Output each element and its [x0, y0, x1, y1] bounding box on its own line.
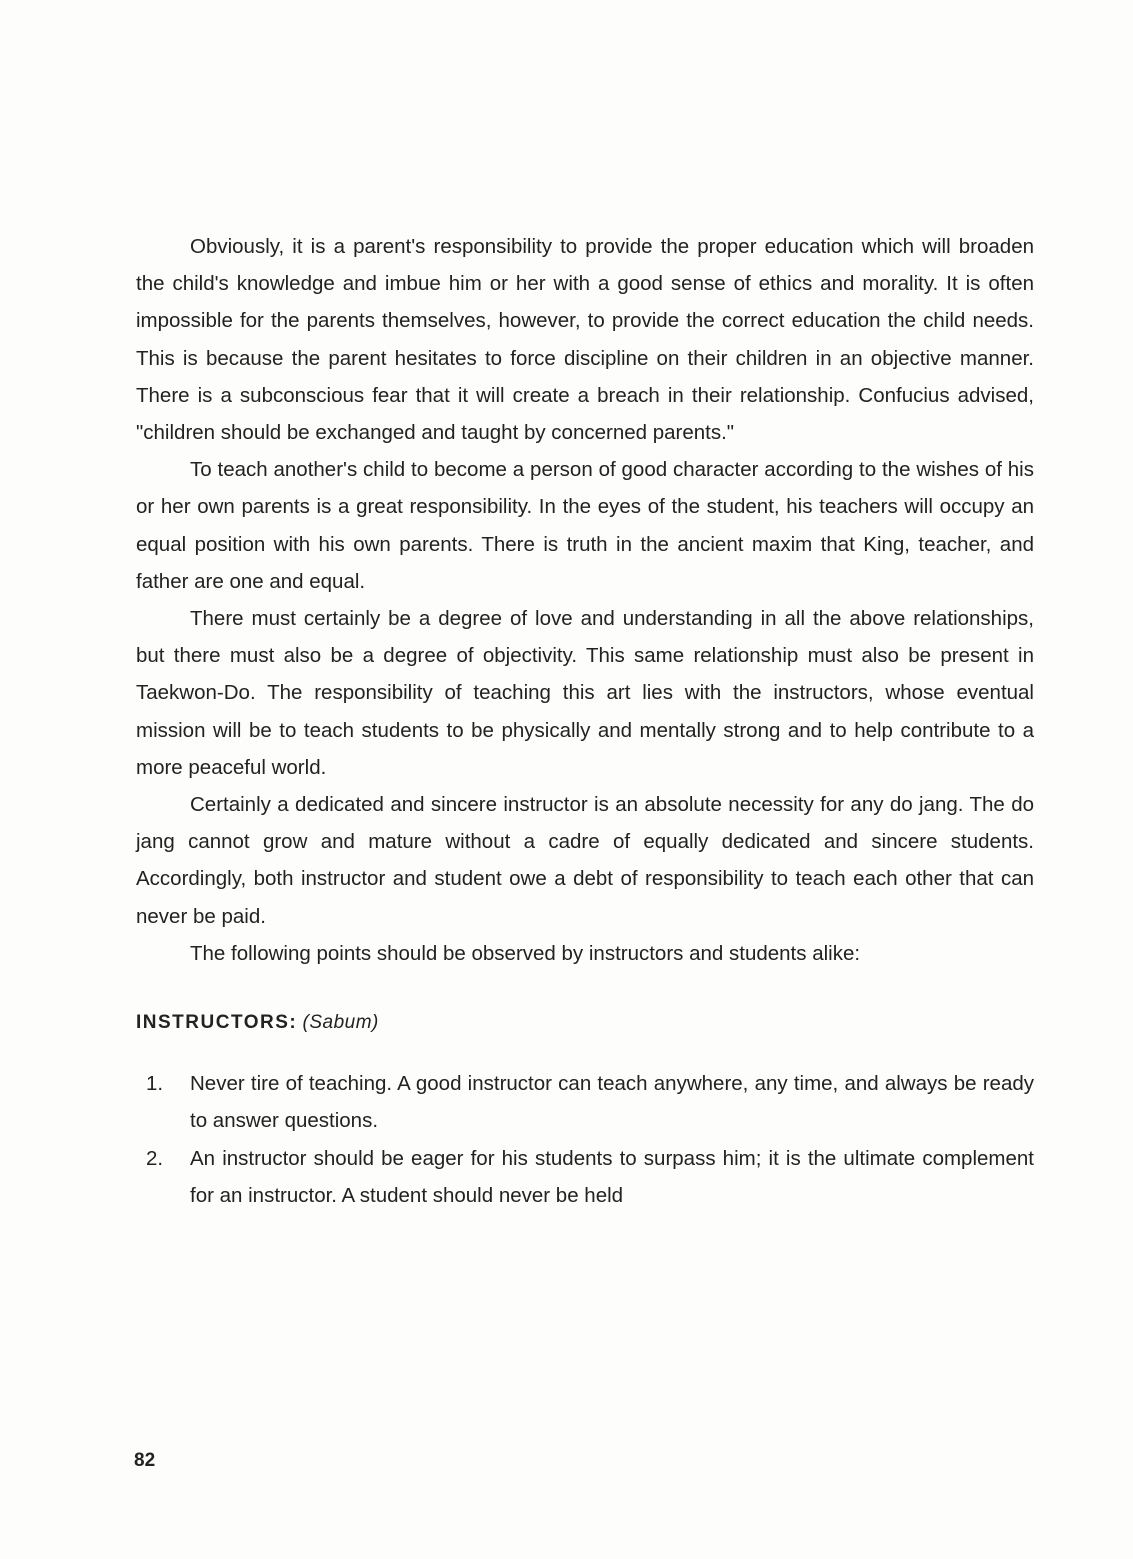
paragraph-teaching-another-child: To teach another's child to become a person of good character according to the wishes of his or her own parents is a great responsibility. In the eyes of the student, his teachers will occupy an equal position with his own parents. There is truth in the ancient maxim that King, teacher, and father are one and equal. [136, 458, 1034, 593]
paragraph-parental-responsibility: Obviously, it is a parent's responsibility to provide the proper education which will broaden the child's knowledge and imbue him or her with a good sense of ethics and morality. It is often impossible for the parents themselves, however, to provide the correct education the child needs. This is because the parent hesitates to force discipline on their children in an objective manner. There is a subconscious fear that it will create a breach in their relationship. Confucius advised, "children should be exchanged and taught by concerned parents." [136, 235, 1034, 445]
list-item-text: An instructor should be eager for his students to surpass him; it is the ultimate complement for an instructor. A student should never be held [190, 1146, 1034, 1207]
section-heading-sub: (Sabum) [302, 1012, 379, 1034]
paragraph-dedicated-instructor: Certainly a dedicated and sincere instructor is an absolute necessity for any do jang. The do jang cannot grow and mature without a cadre of equally dedicated and sincere students. Accordingly, both instructor and student owe a debt of responsibility to teach each other that can never be paid. [136, 793, 1034, 928]
page-body [136, 228, 1034, 1214]
paragraph-love-and-objectivity: There must certainly be a degree of love and understanding in all the above relationships, but there must also be a degree of objectivity. This same relationship must also be present in Taekwon-Do. The responsibility of teaching this art lies with the instructors, whose eventual mission will be to teach students to be physically and mentally strong and to help contribute to a more peaceful world. [136, 607, 1034, 779]
list-item-number: 1. [146, 1072, 164, 1096]
instructor-points-list [136, 1065, 1034, 1214]
section-heading-main: INSTRUCTORS: [136, 1012, 298, 1034]
list-item [136, 1065, 1034, 1139]
paragraph-following-points: The following points should be observed by instructors and students alike: [190, 941, 861, 965]
page-number: 82 [134, 1450, 156, 1471]
list-item-number: 2. [146, 1146, 164, 1170]
list-item [136, 1140, 1034, 1214]
section-heading [136, 1004, 1034, 1041]
list-item-text: Never tire of teaching. A good instructor can teach anywhere, any time, and always be ready to answer questions. [190, 1072, 1034, 1133]
